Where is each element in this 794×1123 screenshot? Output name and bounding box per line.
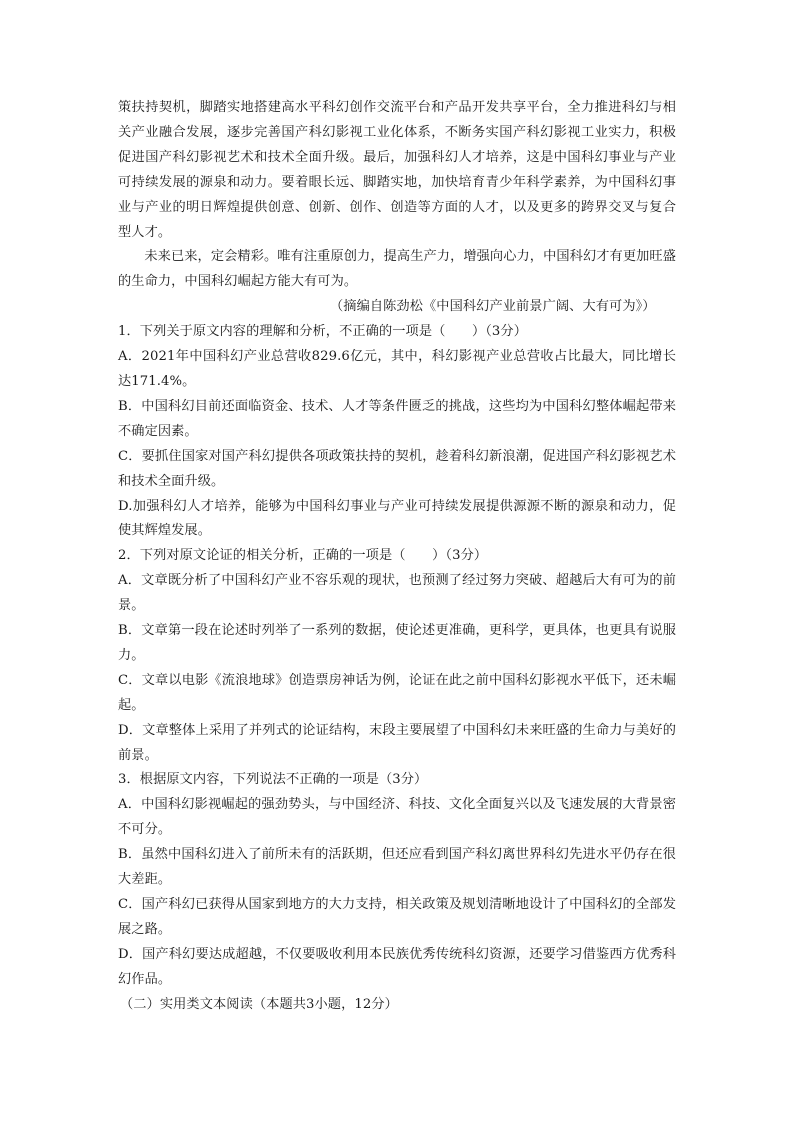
question-1-stem: 1．下列关于原文内容的理解和分析，不正确的一项是（ ）（3分） (118, 324, 528, 340)
question-3-stem: 3．根据原文内容，下列说法不正确的一项是（3分） (118, 772, 428, 788)
passage-paragraph-2: 未来已来，定会精彩。唯有注重原创力，提高生产力，增强向心力，中国科幻才有更加旺盛的生命力，中国科幻崛起方能大有可为。 (118, 249, 676, 290)
question-2-option-a: A．文章既分析了中国科幻产业不容乐观的现状，也预测了经过努力突破、超越后大有可为的前景。 (118, 573, 676, 614)
question-1-option-d: D.加强科幻人才培养，能够为中国科幻事业与产业可持续发展提供源源不断的源泉和动力，促使其辉煌发展。 (118, 498, 676, 539)
question-3-option-c: C．国产科幻已获得从国家到地方的大力支持，相关政策及规划清晰地设计了中国科幻的全部发展之路。 (118, 897, 676, 937)
exam-page (118, 96, 676, 1018)
question-2-option-d: D．文章整体上采用了并列式的论证结构，末段主要展望了中国科幻未来旺盛的生命力与美好的前景。 (118, 722, 676, 763)
question-1-option-b: B．中国科幻目前还面临资金、技术、人才等条件匮乏的挑战，这些均为中国科幻整体崛起带来不确定因素。 (118, 398, 676, 439)
question-2-option-b: B．文章第一段在论述时列举了一系列的数据，使论述更准确，更科学，更具体，也更具有说服力。 (118, 623, 676, 663)
question-3-option-a: A．中国科幻影视崛起的强劲势头，与中国经济、科技、文化全面复兴以及飞速发展的大背景密不可分。 (118, 797, 676, 838)
question-2-option-c: C．文章以电影《流浪地球》创造票房神话为例，论证在此之前中国科幻影视水平低下，还未崛起。 (118, 672, 676, 713)
question-3-option-d: D．国产科幻要达成超越，不仅要吸收利用本民族优秀传统科幻资源，还要学习借鉴西方优秀科幻作品。 (118, 946, 676, 987)
question-1-option-a: A．2021年中国科幻产业总营收829.6亿元，其中，科幻影视产业总营收占比最大，同比增长达171.4%。 (118, 349, 676, 389)
question-2-stem: 2．下列对原文论证的相关分析，正确的一项是（ ）（3分） (118, 548, 488, 564)
question-1-option-c: C．要抓住国家对国产科幻提供各项政策扶持的契机，趁着科幻新浪潮，促进国产科幻影视艺术和技术全面升级。 (118, 448, 676, 489)
passage-paragraph-1: 策扶持契机，脚踏实地搭建高水平科幻创作交流平台和产品开发共享平台，全力推进科幻与相关产业融合发展，逐步完善国产科幻影视工业化体系，不断务实国产科幻影视工业实力，积极促进国产科幻影视艺术和技术全面升级。最后，加强科幻人才培养，这是中国科幻事业与产业可持续发展的源泉和动力。要着眼长远、脚踏实地，加快培育青少年科学素养，为中国科幻事业与产业的明日辉煌提供创意、创新、创作、创造等方面的人才，以及更多的跨界交叉与复合型人才。 (118, 100, 676, 240)
question-3-option-b: B．虽然中国科幻进入了前所未有的活跃期，但还应看到国产科幻离世界科幻先进水平仍存在很大差距。 (118, 847, 676, 888)
section-heading-practical-reading: （二）实用类文本阅读（本题共3小题，12分） (120, 996, 398, 1012)
passage-source: （摘编自陈劲松《中国科幻产业前景广阔、大有可为》） (330, 299, 656, 315)
